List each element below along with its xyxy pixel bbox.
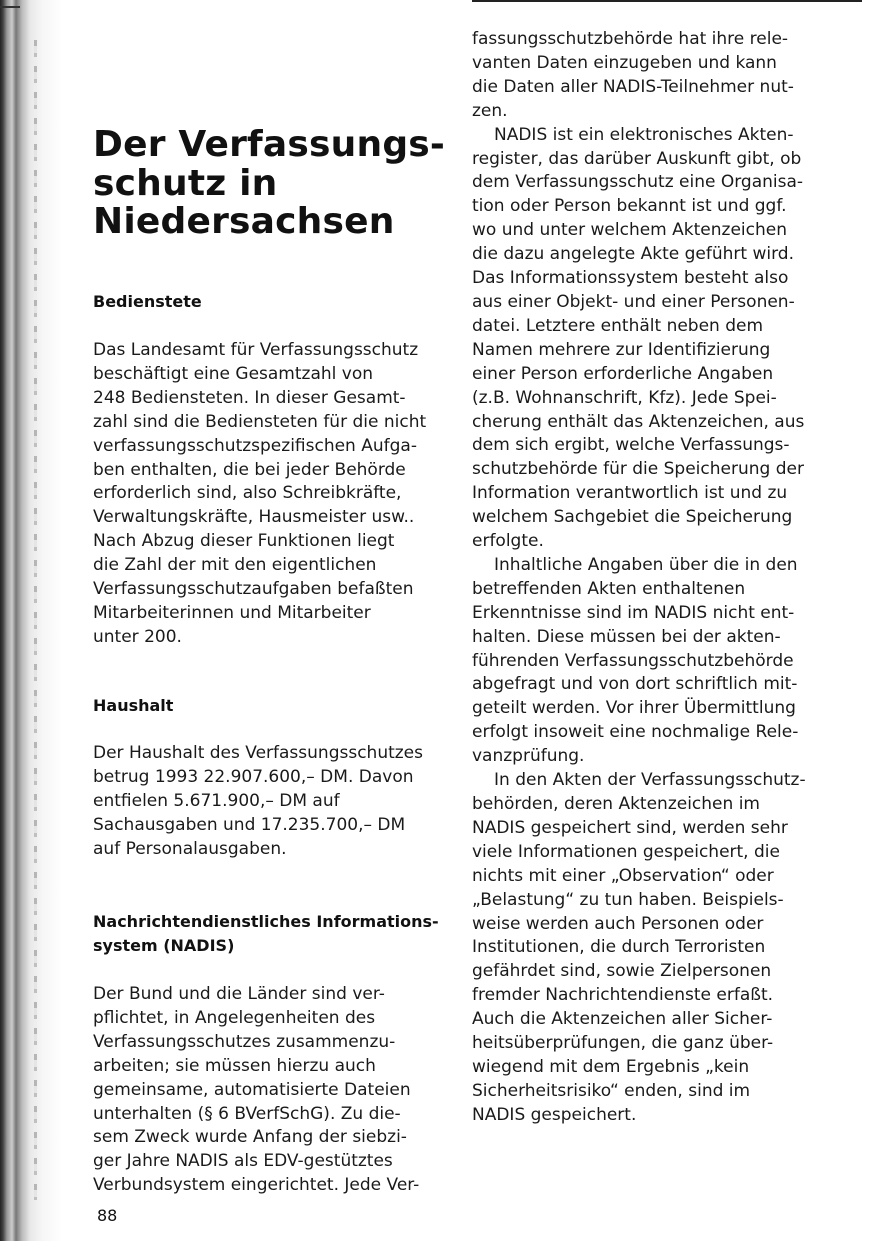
text-line: fassungsschutzbehörde hat ihre rele- bbox=[472, 29, 789, 49]
text-line: gemeinsame, automatisierte Dateien bbox=[93, 1079, 411, 1100]
text-line: In den Akten der Verfassungsschutz- bbox=[494, 770, 806, 791]
text-line: zahl sind die Bediensteten für die nicht bbox=[93, 411, 427, 432]
text-line: dem Verfassungsschutz eine Organisa- bbox=[472, 172, 804, 193]
text-line: Das Informationssystem besteht also bbox=[472, 268, 789, 289]
text-line: einer Person erforderliche Angaben bbox=[472, 363, 774, 384]
text-line: Erkenntnisse sind im NADIS nicht ent- bbox=[472, 602, 795, 623]
text-line: die Zahl der mit den eigentlichen bbox=[93, 555, 377, 576]
text-line: führenden Verfassungsschutzbehörde bbox=[472, 650, 794, 671]
section-heading-haushalt: Haushalt bbox=[93, 696, 174, 715]
text-line: schutzbehörde für die Speicherung der bbox=[472, 459, 804, 480]
text-line: unterhalten (§ 6 BVerfSchG). Zu die- bbox=[93, 1103, 401, 1124]
top-right-rule bbox=[472, 0, 862, 2]
text-line: aus einer Objekt- und einer Personen- bbox=[472, 291, 795, 312]
top-left-rule bbox=[0, 6, 20, 8]
book-binding-shadow bbox=[0, 0, 62, 1241]
text-line: weise werden auch Personen oder bbox=[472, 913, 764, 934]
title-line: Niedersachsen bbox=[93, 201, 395, 242]
text-line: Auch die Aktenzeichen aller Sicher- bbox=[472, 1009, 773, 1030]
page-title bbox=[93, 126, 445, 242]
text-line: register, das darüber Auskunft gibt, ob bbox=[472, 148, 802, 169]
text-line: NADIS ist ein elektronisches Akten- bbox=[494, 124, 794, 145]
text-line: welchem Sachgebiet die Speicherung bbox=[472, 507, 793, 528]
text-line: fremder Nachrichtendienste erfaßt. bbox=[472, 985, 774, 1006]
text-line: erfolgt insoweit eine nochmalige Rele- bbox=[472, 722, 799, 743]
title-line: schutz in bbox=[93, 162, 278, 204]
text-line: (z.B. Wohnanschrift, Kfz). Jede Spei- bbox=[472, 387, 777, 408]
text-line: die Daten aller NADIS-Teilnehmer nut- bbox=[472, 76, 794, 97]
text-line: Verfassungsschutzes zusammenzu- bbox=[93, 1031, 396, 1052]
text-line: die dazu angelegte Akte geführt wird. bbox=[472, 244, 794, 265]
text-line: tion oder Person bekannt ist und ggf. bbox=[472, 196, 787, 217]
text-line: beschäftigt eine Gesamtzahl von bbox=[93, 363, 374, 384]
text-line: cherung enthält das Aktenzeichen, aus bbox=[472, 411, 805, 432]
text-line: erfolgte. bbox=[472, 531, 544, 552]
text-line: wiegend mit dem Ergebnis „kein bbox=[472, 1056, 750, 1077]
text-line: Der Bund und die Länder sind ver- bbox=[93, 984, 385, 1004]
text-line: halten. Diese müssen bei der akten- bbox=[472, 626, 781, 647]
text-line: Verwaltungskräfte, Hausmeister usw.. bbox=[93, 507, 415, 528]
text-line: unter 200. bbox=[93, 626, 182, 647]
text-line: NADIS gespeichert. bbox=[472, 1104, 637, 1125]
text-line: Der Haushalt des Verfassungsschutzes bbox=[93, 743, 423, 763]
section-heading-bedienstete: Bedienstete bbox=[93, 292, 202, 311]
text-line: auf Personalausgaben. bbox=[93, 838, 287, 859]
text-line: erforderlich sind, also Schreibkräfte, bbox=[93, 483, 402, 504]
text-line: pflichtet, in Angelegenheiten des bbox=[93, 1007, 376, 1028]
text-line: vanten Daten einzugeben und kann bbox=[472, 52, 777, 73]
heading-line: Nachrichtendienstliches Informations- bbox=[93, 912, 439, 931]
text-line: viele Informationen gespeichert, die bbox=[472, 841, 780, 862]
text-line: NADIS gespeichert sind, werden sehr bbox=[472, 817, 788, 838]
text-line: Mitarbeiterinnen und Mitarbeiter bbox=[93, 602, 371, 623]
text-line: vanzprüfung. bbox=[472, 746, 585, 767]
text-line: Sachausgaben und 17.235.700,– DM bbox=[93, 814, 406, 835]
text-line: ben enthalten, die bei jeder Behörde bbox=[93, 459, 406, 480]
text-line: entfielen 5.671.900,– DM auf bbox=[93, 790, 340, 811]
text-line: ger Jahre NADIS als EDV-gestütztes bbox=[93, 1151, 393, 1172]
paragraph-nadis-intro bbox=[93, 983, 419, 1198]
heading-line: system (NADIS) bbox=[93, 935, 235, 955]
text-line: zen. bbox=[472, 100, 508, 121]
text-line: arbeiten; sie müssen hierzu auch bbox=[93, 1055, 376, 1076]
text-line: heitsüberprüfungen, die ganz über- bbox=[472, 1033, 774, 1054]
paragraph-bedienstete bbox=[93, 339, 426, 650]
page-number: 88 bbox=[97, 1206, 118, 1225]
right-column-text bbox=[472, 28, 806, 1128]
text-line: behörden, deren Aktenzeichen im bbox=[472, 794, 760, 814]
text-line: nichts mit einer „Observation“ oder bbox=[472, 865, 774, 886]
text-line: geteilt werden. Vor ihrer Übermittlung bbox=[472, 698, 796, 719]
section-heading-nadis bbox=[93, 910, 439, 958]
text-line: sem Zweck wurde Anfang der siebzi- bbox=[93, 1127, 407, 1148]
text-line: abgefragt und von dort schriftlich mit- bbox=[472, 674, 798, 695]
text-line: „Belastung“ zu tun haben. Beispiels- bbox=[472, 889, 784, 910]
text-line: Information verantwortlich ist und zu bbox=[472, 483, 788, 504]
text-line: wo und unter welchem Aktenzeichen bbox=[472, 220, 787, 241]
text-line: betreffenden Akten enthaltenen bbox=[472, 578, 746, 599]
text-line: betrug 1993 22.907.600,– DM. Davon bbox=[93, 766, 414, 787]
paragraph-haushalt bbox=[93, 742, 423, 862]
text-line: Verbundsystem eingerichtet. Jede Ver- bbox=[93, 1175, 420, 1196]
text-line: Inhaltliche Angaben über die in den bbox=[494, 554, 798, 575]
text-line: Verfassungsschutzaufgaben befaßten bbox=[93, 579, 414, 600]
text-line: verfassungsschutzspezifischen Aufga- bbox=[93, 435, 417, 456]
text-line: Sicherheitsrisiko“ enden, sind im bbox=[472, 1080, 751, 1101]
text-line: gefährdet sind, sowie Zielpersonen bbox=[472, 961, 772, 982]
text-line: Namen mehrere zur Identifizierung bbox=[472, 339, 771, 360]
title-line: Der Verfassungs- bbox=[93, 124, 446, 165]
text-line: Institutionen, die durch Terroristen bbox=[472, 937, 766, 958]
text-line: 248 Bediensteten. In dieser Gesamt- bbox=[93, 387, 406, 408]
text-line: Nach Abzug dieser Funktionen liegt bbox=[93, 531, 395, 552]
text-line: datei. Letztere enthält neben dem bbox=[472, 315, 764, 336]
text-line: dem sich ergibt, welche Verfassungs- bbox=[472, 435, 790, 456]
text-line: Das Landesamt für Verfassungsschutz bbox=[93, 340, 419, 360]
